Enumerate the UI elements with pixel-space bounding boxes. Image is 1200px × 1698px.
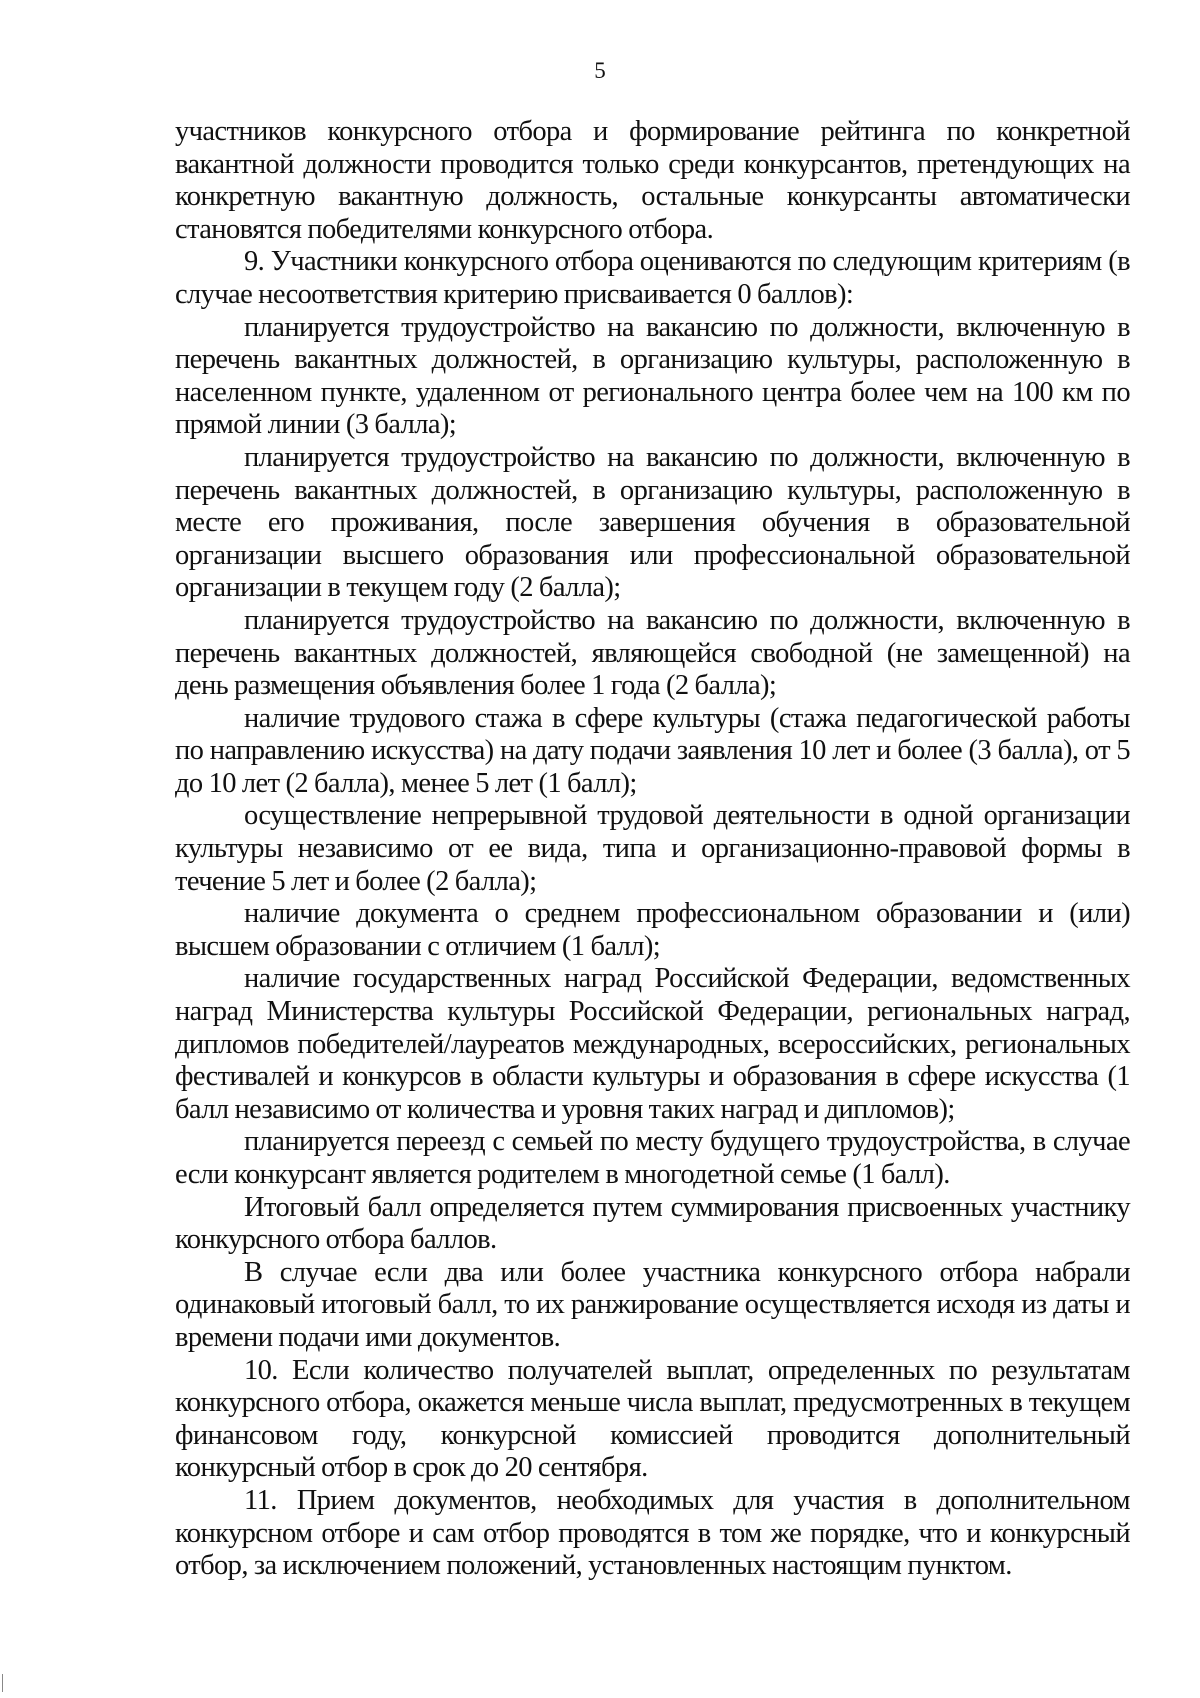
criterion-large-family: планируется переезд с семьей по месту будущего трудоустройства, в случае если конкурсант является родителем в многодетной семье (1 балл). (175, 1126, 1130, 1190)
page-number: 5 (594, 58, 606, 83)
paragraph-tie-break: В случае если два или более участника конкурсного отбора набрали одинаковый итоговый балл, то их ранжирование осуществляется исходя из даты и времени подачи ими документов. (175, 1256, 1130, 1353)
paragraph-item-9: 9. Участники конкурсного отбора оцениваются по следующим критериям (в случае несоответствия критерию присваивается 0 баллов): (175, 246, 1130, 310)
criterion-work-experience: наличие трудового стажа в сфере культуры (стажа педагогической работы по направлению искусства) на дату подачи заявления 10 лет и более (3 балла), от 5 до 10 лет (2 балла), менее 5 лет (1 балл); (175, 702, 1130, 799)
criterion-continuous-work: осуществление непрерывной трудовой деятельности в одной организации культуры независимо от ее вида, типа и организационно-правовой формы в течение 5 лет и более (2 балла); (175, 800, 1130, 897)
criterion-awards: наличие государственных наград Российской Федерации, ведомственных наград Министерства культуры Российской Федерации, региональных наград, дипломов победителей/лауреатов международных, всероссийских, региональных фестивалей и конкурсов в области культуры и образования в сфере искусства (1 балл независимо от количества и уровня таких наград и дипломов); (175, 963, 1130, 1125)
criterion-honors-diploma: наличие документа о среднем профессиональном образовании и (или) высшем образовании с отличием (1 балл); (175, 898, 1130, 962)
paragraph-item-10: 10. Если количество получателей выплат, определенных по результатам конкурсного отбора, окажется меньше числа выплат, предусмотренных в текущем финансовом году, конкурсной комиссией проводится дополнительный конкурсный отбор в срок до 20 сентября. (175, 1354, 1130, 1484)
paragraph-total-score: Итоговый балл определяется путем суммирования присвоенных участнику конкурсного отбора баллов. (175, 1191, 1130, 1256)
document-body (175, 116, 1130, 1583)
paragraph-continuation: участников конкурсного отбора и формирование рейтинга по конкретной вакантной должности проводится только среди конкурсантов, претендующих на конкретную вакантную должность, остальные конкурсанты автоматически становятся победителями конкурсного отбора. (175, 116, 1130, 245)
criterion-vacant-over-year: планируется трудоустройство на вакансию по должности, включенную в перечень вакантных должностей, являющейся свободной (не замещенной) на день размещения объявления более 1 года (2 балла); (175, 604, 1130, 702)
paragraph-item-11: 11. Прием документов, необходимых для участия в дополнительном конкурсном отборе и сам отбор проводятся в том же порядке, что и конкурсный отбор, за исключением положений, установленных настоящим пунктом. (175, 1484, 1130, 1582)
scan-edge-mark (2, 1674, 3, 1692)
criterion-remote-settlement: планируется трудоустройство на вакансию по должности, включенную в перечень вакантных должностей, в организацию культуры, расположенную в населенном пункте, удаленном от регионального центра более чем на 100 км по прямой линии (3 балла); (175, 311, 1130, 441)
criterion-place-of-residence: планируется трудоустройство на вакансию по должности, включенную в перечень вакантных должностей, в организацию культуры, расположенную в месте его проживания, после завершения обучения в образовательной организации высшего образования или профессиональной образовательной организации в текущем году (2 балла); (175, 441, 1130, 604)
